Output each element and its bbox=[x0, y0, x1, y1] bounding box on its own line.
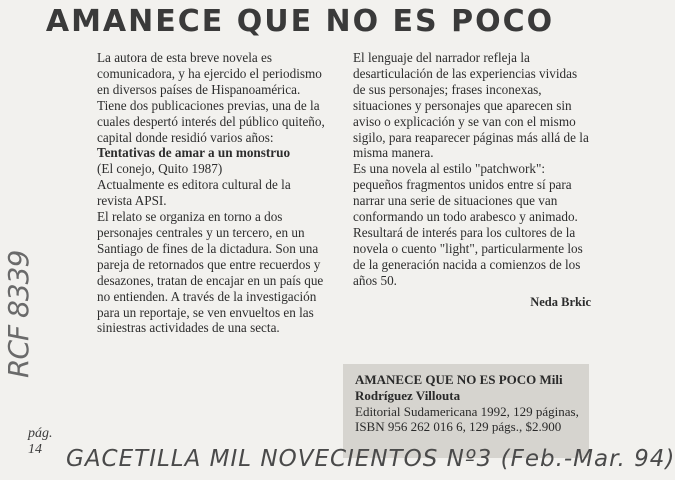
right-paragraph-2: Es una novela al estilo "patchwork": pequeños fragmentos unidos entre sí para narrar una serie de situaciones que van conformando un todo arabesco y animado. bbox=[353, 161, 578, 225]
left-column bbox=[97, 50, 329, 336]
left-paragraph-3: El relato se organiza en torno a dos personajes centrales y un tercero, en un Santiago de fines de la dictadura. Son una pareja de retornados que entre recuerdos y desazones, tratan de encajar en un país que no entienden. A través de la investigación para un reportaje, se ven envueltos en las siniestras actividades de una secta. bbox=[97, 209, 324, 336]
right-paragraph-3: Resultará de interés para los cultores de la novela o cuento "light", particularmente los de la generación nacida a comienzos de los años 50. bbox=[353, 224, 583, 288]
page-number: 14 bbox=[28, 442, 42, 457]
archive-stamp bbox=[2, 248, 36, 378]
page-marker bbox=[28, 426, 53, 458]
right-paragraph-1: El lenguaje del narrador refleja la desarticulación de las experiencias vividas de sus personajes; frases inconexas, situaciones y personajes que aparecen sin aviso o explicación y se van con el mismo sigilo, para reaparecer páginas más allá de la misma manera. bbox=[353, 50, 589, 161]
archive-stamp-text: RCF 8339 bbox=[2, 250, 35, 378]
book-title: Tentativas de amar a un monstruo bbox=[97, 145, 291, 161]
left-paragraph-1: La autora de esta breve novela es comunicadora, y ha ejercido el periodismo en diversos países de Hispanoamérica. Tiene dos publicaciones previas, una de la cuales despertó interés del público quiteño, capital donde residió varios años: bbox=[97, 50, 325, 145]
article-headline: AMANECE QUE NO ES POCO bbox=[45, 4, 555, 39]
book-reference: (El conejo, Quito 1987) bbox=[97, 161, 223, 177]
reference-title: AMANECE QUE NO ES POCO Mili Rodríguez Villouta bbox=[355, 372, 563, 403]
right-column bbox=[353, 50, 591, 311]
author-signature: Neda Brkic bbox=[530, 294, 591, 309]
handwritten-source-note: GACETILLA MIL NOVECIENTOS Nº3 (Feb.-Mar. 94) bbox=[66, 446, 675, 472]
page-label: pág. bbox=[28, 426, 53, 441]
left-paragraph-2: Actualmente es editora cultural de la revista APSI. bbox=[97, 177, 291, 209]
reference-box bbox=[343, 364, 589, 458]
reference-line-1: Editorial Sudamericana 1992, 129 páginas, bbox=[355, 403, 579, 419]
reference-line-2: ISBN 956 262 016 6, 129 págs., $2.900 bbox=[355, 419, 562, 435]
